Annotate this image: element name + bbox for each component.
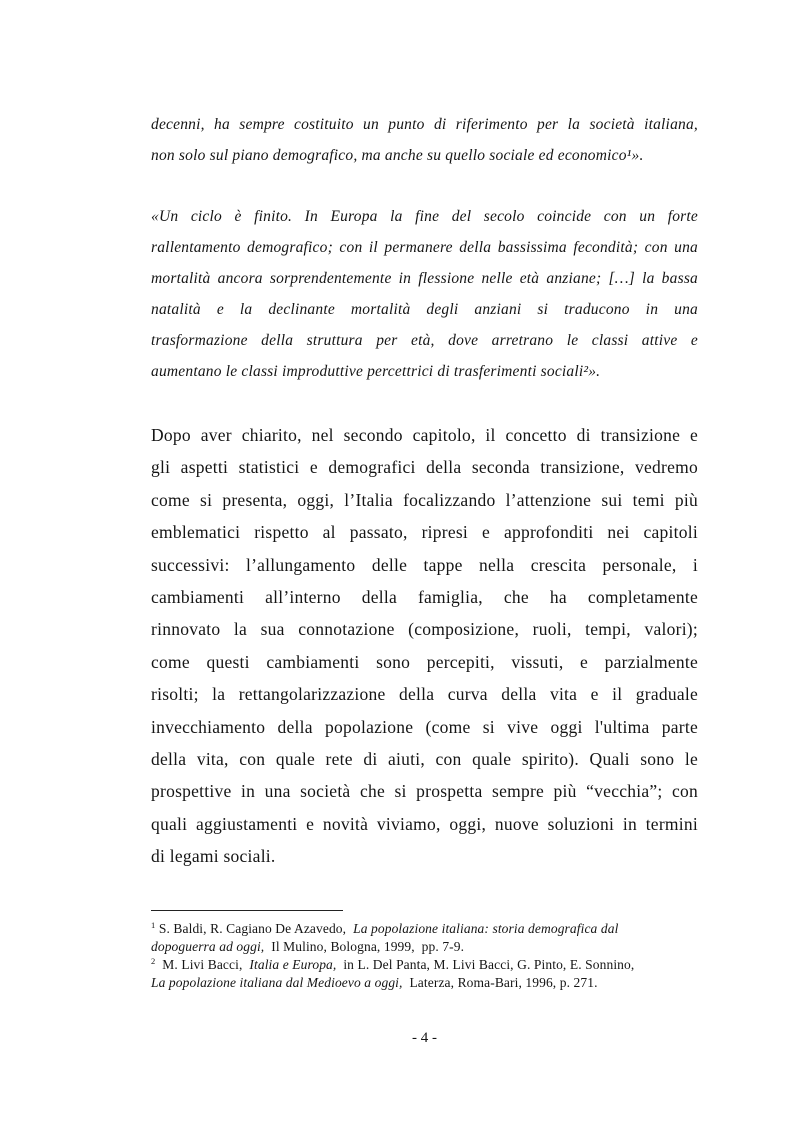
paragraph-line: mortalità ancora sorprendentemente in flessione nelle età anziane; […] la bassa [151,270,698,287]
footnote-publisher: Il Mulino, Bologna, 1999, pp. 7-9. [264,938,465,954]
footnotes [151,920,711,992]
paragraph-line: quali aggiustamenti e novità viviamo, oggi, nuove soluzioni in termini [151,813,698,834]
paragraph-line: trasformazione della struttura per età, dove arretrano le classi attive e [151,332,698,349]
footnote-book-title: dopoguerra ad oggi, [151,938,265,954]
paragraph-line: rinnovato la sua connotazione (composizione, ruoli, tempi, valori); [151,619,698,640]
body-paragraph [151,419,698,872]
paragraph-line: invecchiamento della popolazione (come si vive oggi l'ultima parte [151,716,698,737]
page-number: - 4 - [412,1030,437,1046]
footnote-authors: S. Baldi, R. Cagiano De Azavedo, [155,920,354,936]
footnote-separator-rule [151,910,343,911]
paragraph-line: come questi cambiamenti sono percepiti, vissuti, e parzialmente [151,651,698,672]
paragraph-line: natalità e la declinante mortalità degli anziani si traducono in una [151,301,698,318]
footnote-line [151,956,711,974]
paragraph-line: emblematici rispetto al passato, ripresi e approfonditi nei capitoli [151,522,698,543]
footnote-author: M. Livi Bacci, [155,956,250,972]
paragraph-line: rallentamento demografico; con il permanere della bassissima fecondità; con una [151,239,698,256]
footnote-marker: 1 [151,919,156,930]
paragraph-line: come si presenta, oggi, l’Italia focalizzando l’attenzione sui temi più [151,489,698,510]
footnote-publisher: Laterza, Roma-Bari, 1996, p. 271. [402,974,598,990]
paragraph-line: risolti; la rettangolarizzazione della curva della vita e il graduale [151,684,698,705]
footnote-editors: in L. Del Panta, M. Livi Bacci, G. Pinto, E. Sonnino, [336,956,635,972]
footnote-chapter-title: Italia e Europa, [249,956,337,972]
quote-paragraph [151,201,698,387]
footnote-book-title: La popolazione italiana: storia demografica dal [353,920,619,936]
paragraph-line: gli aspetti statistici e demografici della seconda transizione, vedremo [151,457,698,478]
footnote-marker: 2 [151,955,156,966]
paragraph-line: «Un ciclo è finito. In Europa la fine del secolo coincide con un forte [151,208,698,225]
footnote-2 [151,956,711,992]
paragraph-line: Dopo aver chiarito, nel secondo capitolo, il concetto di transizione e [151,425,698,445]
footnote-line [151,974,711,992]
footnote-1 [151,920,711,956]
paragraph-line: non solo sul piano demografico, ma anche su quello sociale ed economico¹». [151,146,644,164]
paragraph-line: prospettive in una società che si prospetta sempre più “vecchia”; con [151,781,698,802]
paragraph-line: successivi: l’allungamento delle tappe nella crescita personale, i [151,554,698,575]
quote-continuation-paragraph [151,110,698,171]
footnote-line [151,920,711,938]
paragraph-line: aumentano le classi improduttive percettrici di trasferimenti sociali²». [151,363,601,380]
footnote-line [151,938,711,956]
paragraph-line: di legami sociali. [151,846,276,867]
paragraph-line: decenni, ha sempre costituito un punto di riferimento per la società italiana, [151,116,698,133]
paragraph-line: cambiamenti all’interno della famiglia, che ha completamente [151,586,698,607]
paragraph-line: della vita, con quale rete di aiuti, con quale spirito). Quali sono le [151,748,698,769]
footnote-book-title: La popolazione italiana dal Medioevo a oggi, [151,974,403,990]
